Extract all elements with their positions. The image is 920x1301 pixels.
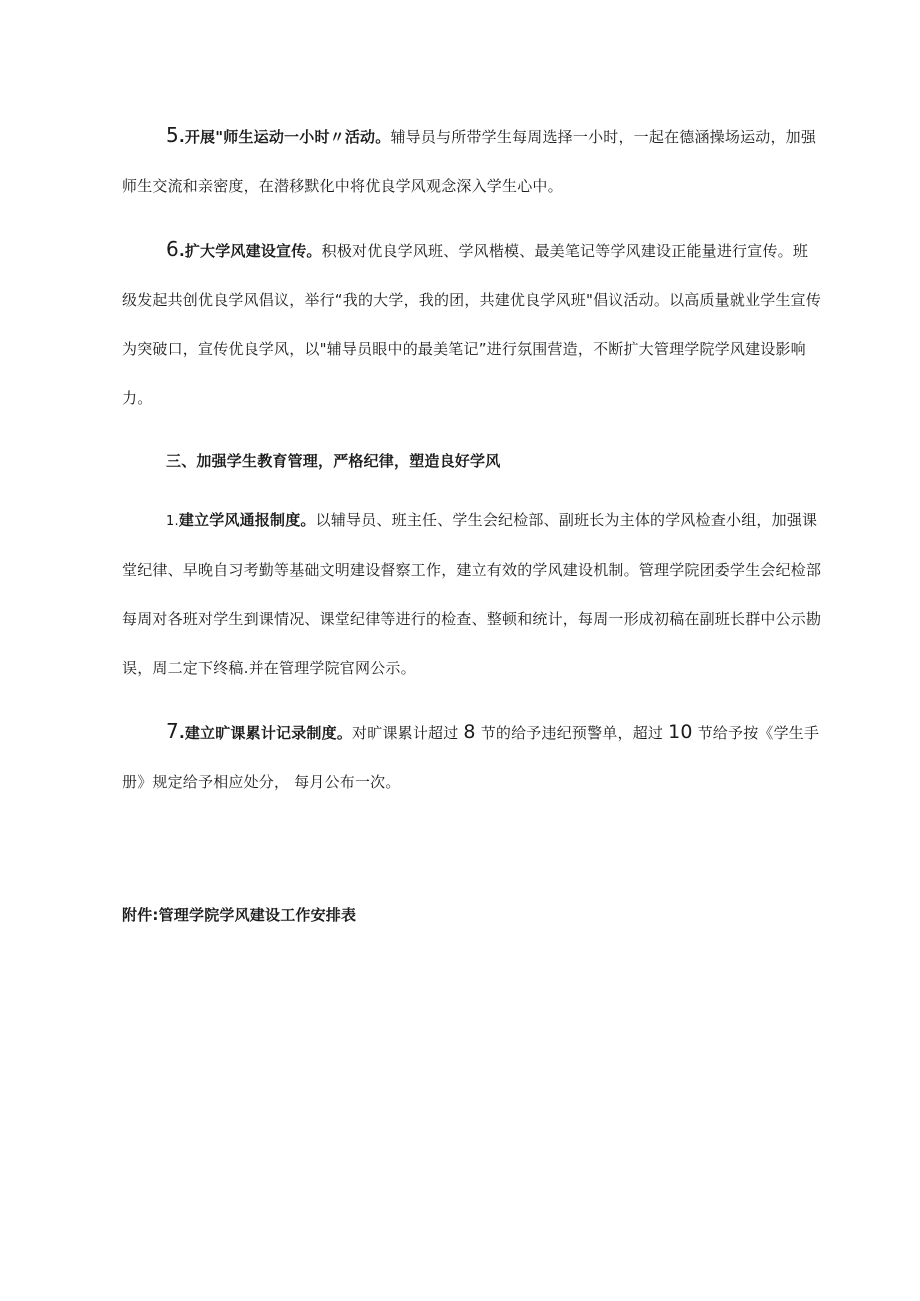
count-10: 10 (668, 721, 693, 743)
item-dot: . (178, 128, 185, 146)
item-heading: .扩大学风建设宣传。 (178, 242, 322, 260)
item-heading: 建立学风通报制度。 (178, 511, 316, 529)
count-8: 8 (463, 721, 476, 743)
item-heading: 开展"师生运动一小时〃活动。 (184, 128, 391, 146)
paragraph-5 (122, 111, 822, 211)
item-heading: .建立旷课累计记录制度。 (178, 724, 353, 742)
item-body: 辅导员与所带学生每周选择一小时，一起在德涵操场运动，加强师生交流和亲密度，在潜移默化中将优良学风观念深入学生心中。 (122, 128, 817, 195)
item-number: 6 (166, 237, 179, 261)
paragraph-6 (122, 225, 822, 423)
item-number: 7 (166, 719, 179, 743)
paragraph-1 (122, 496, 822, 693)
attachment-title: 管理学院学风建设工作安排表 (158, 906, 357, 924)
item-number: 5 (166, 123, 179, 147)
item-body: 以辅导员、班主任、学生会纪检部、副班长为主体的学风检查小组，加强课堂纪律、早晚自习考勤等基础文明建设督察工作，建立有效的学风建设机制。管理学院团委学生会纪检部每周对各班对学生到课情况、课堂纪律等进行的检查、整顿和统计，每周一形成初稿在副班长群中公示勘误，周二定下终稿.并在管理学院官网公示。 (122, 511, 822, 677)
item-body-a: 对旷课累计超过 (352, 724, 459, 742)
item-body: 积极对优良学风班、学风楷模、最美笔记等学风建设正能量进行宣传。班级发起共创优良学风倡议，举行“我的大学，我的团，共建优良学风班"倡议活动。以高质量就业学生宣传为突破口，宣传优良学风，以"辅导员眼中的最美笔记”进行氛围营造，不断扩大管理学院学风建设影响力。 (122, 242, 822, 407)
section-heading-3: 三、加强学生教育管理，严格纪律，塑造良好学风 (166, 452, 501, 470)
item-body-c: 节给予按《学生手册》规定给予相应处分， 每月公布一次。 (122, 724, 820, 791)
attachment-label: 附件: (122, 906, 159, 924)
attachment-line (122, 891, 822, 940)
paragraph-7 (122, 707, 822, 807)
item-body-b: 节的给予违纪预警单，超过 (480, 724, 664, 742)
item-number: 1. (166, 514, 179, 529)
